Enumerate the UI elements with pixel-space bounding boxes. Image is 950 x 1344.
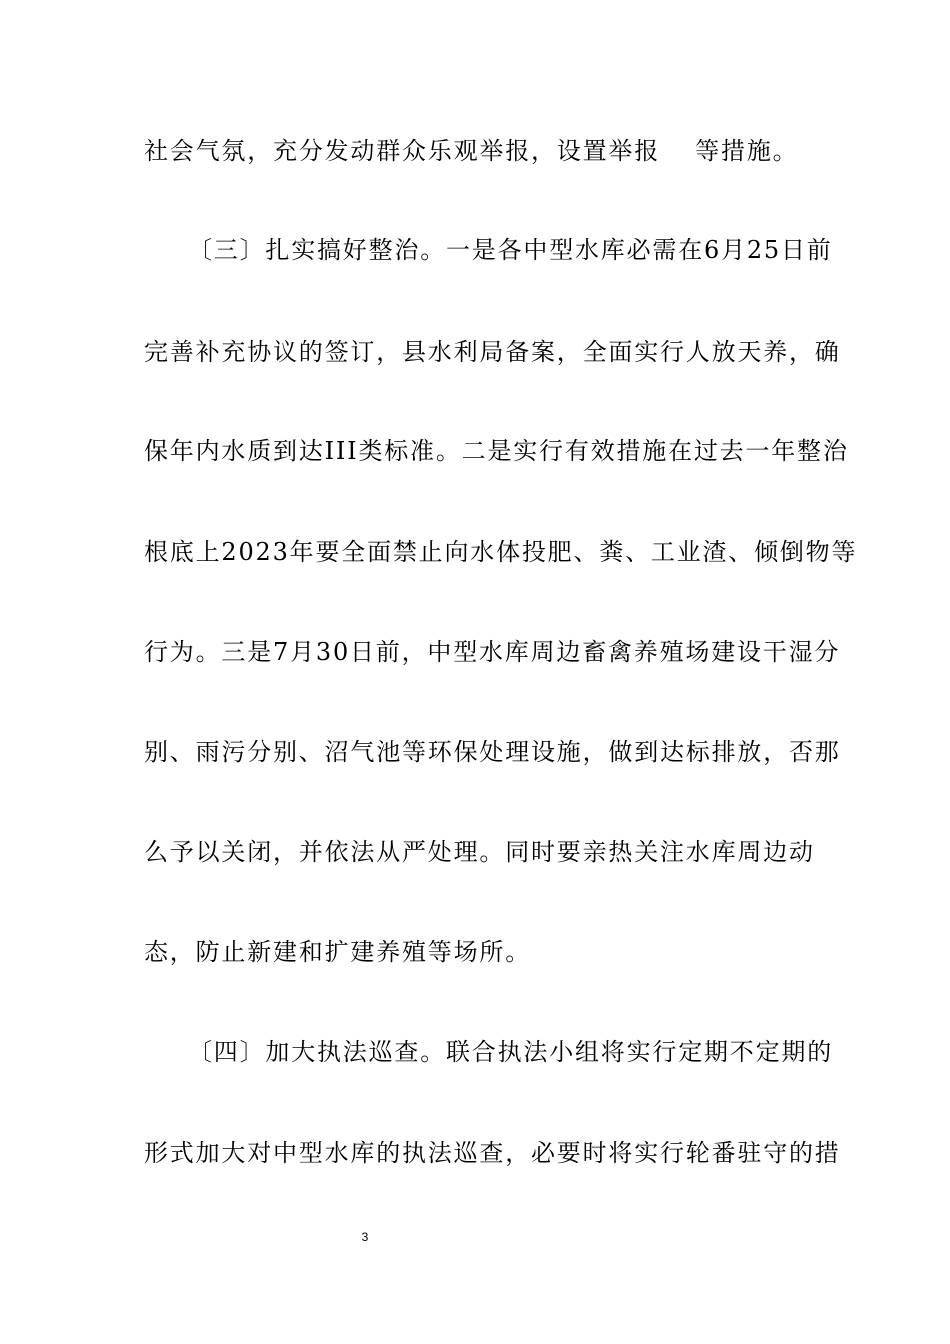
text-line-3: 完善补充协议的签订，县水利局备案，全面实行人放天养，确	[144, 338, 841, 366]
text-line-1: 社会气氛，充分发动群众乐观举报，设置举报 等措施。	[144, 137, 799, 165]
text-line-10: 〔四〕加大执法巡查。联合执法小组将实行定期不定期的	[188, 1038, 833, 1066]
text-line-6: 行为。三是7月30日前，中型水库周边畜禽养殖场建设干湿分	[144, 638, 841, 666]
text-line-11: 形式加大对中型水库的执法巡查，必要时将实行轮番驻守的措	[144, 1139, 841, 1167]
text-line-9: 态，防止新建和扩建养殖等场所。	[144, 938, 531, 966]
text-line-7: 别、雨污分别、沼气池等环保处理设施，做到达标排放，否那	[144, 738, 841, 766]
page-number: 3	[361, 1230, 369, 1244]
text-line-4: 保年内水质到达III类标准。二是实行有效措施在过去一年整治	[144, 437, 849, 465]
text-line-8: 么予以关闭，并依法从严处理。同时要亲热关注水库周边动	[144, 838, 815, 866]
text-line-5: 根底上2023年要全面禁止向水体投肥、粪、工业渣、倾倒物等	[144, 538, 858, 566]
text-line-2: 〔三〕扎实搞好整治。一是各中型水库必需在6月25日前	[188, 236, 833, 264]
